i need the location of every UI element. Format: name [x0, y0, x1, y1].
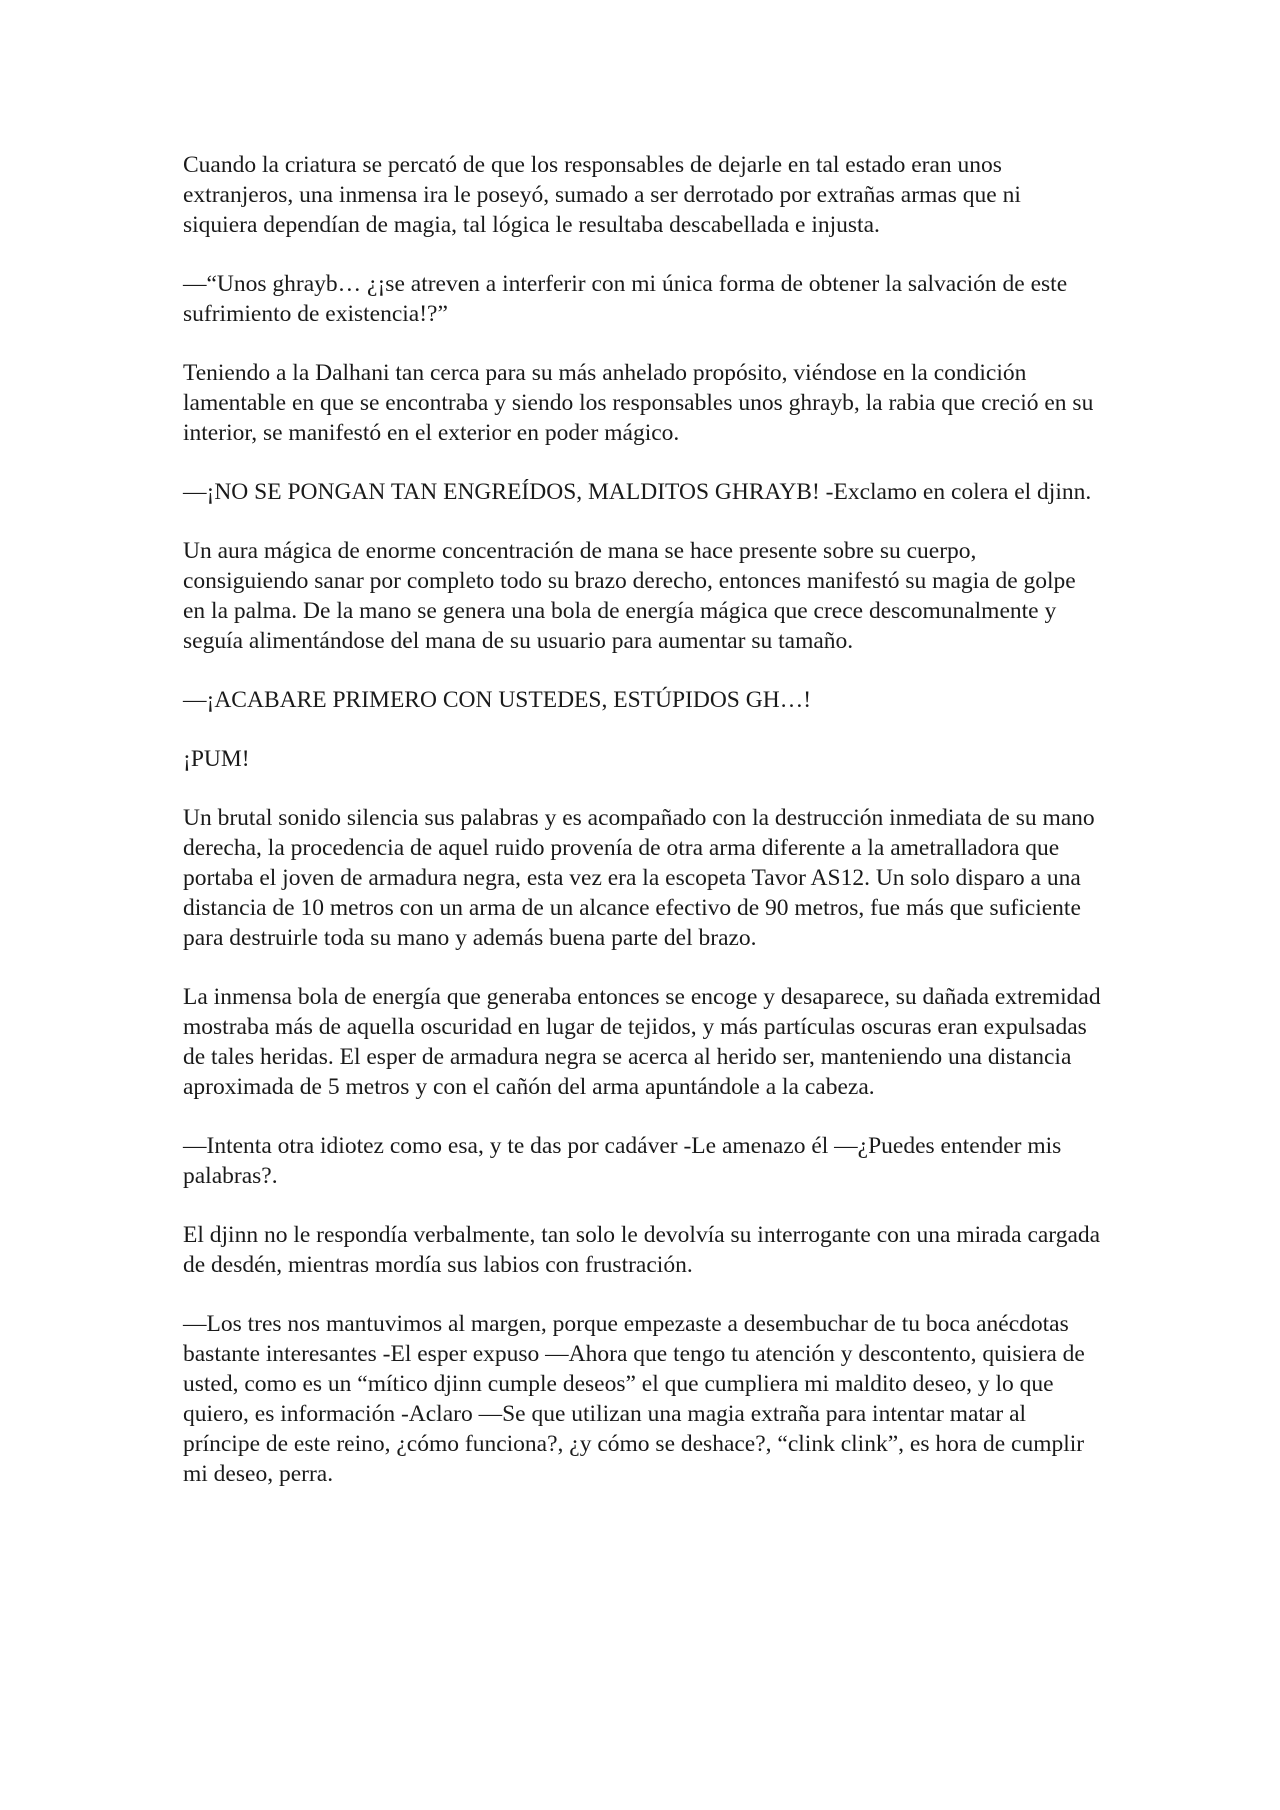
paragraph-10: —Intenta otra idiotez como esa, y te das por cadáver -Le amenazo él —¿Puedes entender mis palabras?.	[183, 1133, 1062, 1189]
paragraph-9: La inmensa bola de energía que generaba entonces se encoge y desaparece, su dañada extremidad mostraba más de aquella oscuridad en lugar de tejidos, y más partículas oscuras eran expulsadas de tales heridas. El esper de armadura negra se acerca al herido ser, manteniendo una distancia aproximada de 5 metros y con el cañón del arma apuntándole a la cabeza.	[183, 984, 1101, 1100]
paragraph-1: Cuando la criatura se percató de que los responsables de dejarle en tal estado eran unos extranjeros, una inmensa ira le poseyó, sumado a ser derrotado por extrañas armas que ni siquiera dependían de magia, tal lógica le resultaba descabellada e injusta.	[183, 152, 1021, 238]
paragraph-4: —¡NO SE PONGAN TAN ENGREÍDOS, MALDITOS GHRAYB! -Exclamo en colera el djinn.	[183, 479, 1092, 505]
paragraph-7: ¡PUM!	[183, 746, 250, 772]
paragraph-11: El djinn no le respondía verbalmente, tan solo le devolvía su interrogante con una mirada cargada de desdén, mientras mordía sus labios con frustración.	[183, 1222, 1101, 1278]
paragraph-3: Teniendo a la Dalhani tan cerca para su más anhelado propósito, viéndose en la condición lamentable en que se encontraba y siendo los responsables unos ghrayb, la rabia que creció en su interior, se manifestó en el exterior en poder mágico.	[183, 360, 1094, 446]
paragraph-2: —“Unos ghrayb… ¿¡se atreven a interferir con mi única forma de obtener la salvación de este sufrimiento de existencia!?”	[183, 271, 1068, 327]
paragraph-8: Un brutal sonido silencia sus palabras y es acompañado con la destrucción inmediata de su mano derecha, la procedencia de aquel ruido provenía de otra arma diferente a la ametralladora que portaba el joven de armadura negra, esta vez era la escopeta Tavor AS12. Un solo disparo a una distancia de 10 metros con un arma de un alcance efectivo de 90 metros, fue más que suficiente para destruirle toda su mano y además buena parte del brazo.	[183, 805, 1095, 951]
document-body	[183, 150, 1101, 1518]
paragraph-6: —¡ACABARE PRIMERO CON USTEDES, ESTÚPIDOS GH…!	[183, 687, 812, 713]
paragraph-12: —Los tres nos mantuvimos al margen, porque empezaste a desembuchar de tu boca anécdotas bastante interesantes -El esper expuso —Ahora que tengo tu atención y descontento, quisiera de usted, como es un “mítico djinn cumple deseos” el que cumpliera mi maldito deseo, y lo que quiero, es información -Aclaro —Se que utilizan una magia extraña para intentar matar al príncipe de este reino, ¿cómo funciona?, ¿y cómo se deshace?, “clink clink”, es hora de cumplir mi deseo, perra.	[183, 1311, 1085, 1487]
paragraph-5: Un aura mágica de enorme concentración de mana se hace presente sobre su cuerpo, consiguiendo sanar por completo todo su brazo derecho, entonces manifestó su magia de golpe en la palma. De la mano se genera una bola de energía mágica que crece descomunalmente y seguía alimentándose del mana de su usuario para aumentar su tamaño.	[183, 538, 1076, 654]
